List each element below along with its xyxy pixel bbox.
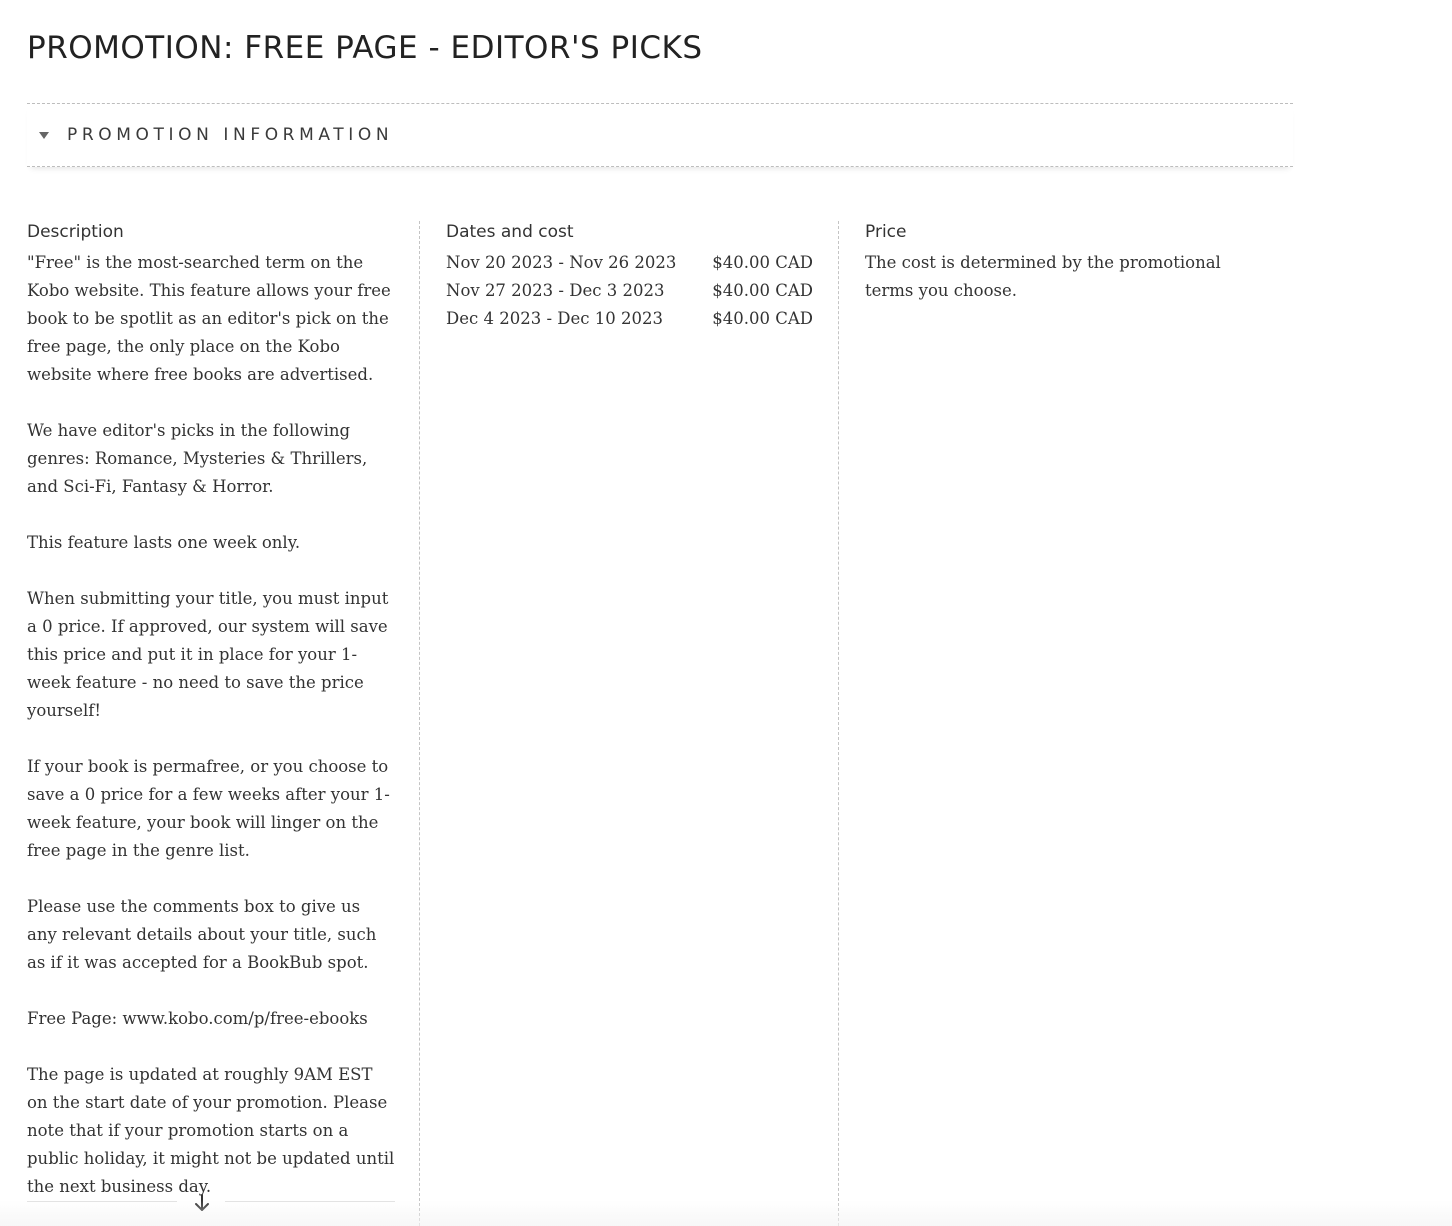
date-row bbox=[446, 305, 813, 333]
date-cost: $40.00 CAD bbox=[712, 281, 813, 300]
caret-down-icon[interactable] bbox=[39, 132, 49, 139]
page-container bbox=[27, 0, 1293, 1226]
price-text: The cost is determined by the promotional terms you choose. bbox=[865, 253, 1221, 300]
description-paragraph: When submitting your title, you must input a 0 price. If approved, our system will save this price and put it in place for your 1-week feature - no need to save the price yourself! bbox=[27, 589, 389, 720]
date-cost: $40.00 CAD bbox=[712, 253, 813, 272]
column-divider bbox=[838, 221, 839, 1226]
date-row bbox=[446, 277, 813, 305]
date-cost: $40.00 CAD bbox=[712, 309, 813, 328]
section-label: PROMOTION INFORMATION bbox=[67, 125, 394, 145]
description-column bbox=[27, 221, 395, 1226]
date-range: Nov 27 2023 - Dec 3 2023 bbox=[446, 281, 665, 300]
column-divider bbox=[419, 221, 420, 1226]
description-paragraph: "Free" is the most-searched term on the Kobo website. This feature allows your free book to be spotlit as an editor's pick on the free page, the only place on the Kobo website where free books are advertised. bbox=[27, 253, 391, 384]
free-page-link-text: Free Page: www.kobo.com/p/free-ebooks bbox=[27, 1009, 368, 1028]
description-paragraph: If your book is permafree, or you choose to save a 0 price for a few weeks after your 1-week feature, your book will linger on the free page in the genre list. bbox=[27, 757, 390, 860]
date-row bbox=[446, 249, 813, 277]
description-paragraph: Please use the comments box to give us any relevant details about your title, such as if it was accepted for a BookBub spot. bbox=[27, 897, 377, 972]
arrow-down-icon[interactable] bbox=[192, 1192, 212, 1214]
promotion-information-toggle[interactable] bbox=[27, 103, 1293, 167]
description-paragraph: We have editor's picks in the following genres: Romance, Mysteries & Thrillers, and Sci-Fi, Fantasy & Horror. bbox=[27, 421, 368, 496]
show-more-control[interactable] bbox=[27, 1190, 395, 1220]
date-range: Dec 4 2023 - Dec 10 2023 bbox=[446, 309, 663, 328]
description-heading: Description bbox=[27, 222, 124, 242]
description-paragraph: This feature lasts one week only. bbox=[27, 533, 301, 552]
page-title: PROMOTION: FREE PAGE - EDITOR'S PICKS bbox=[27, 30, 703, 66]
price-column bbox=[865, 221, 1235, 305]
more-divider-left bbox=[27, 1201, 177, 1202]
dates-list bbox=[446, 249, 816, 333]
dates-column bbox=[446, 221, 816, 333]
date-range: Nov 20 2023 - Nov 26 2023 bbox=[446, 253, 677, 272]
description-body bbox=[27, 249, 395, 1201]
price-heading: Price bbox=[865, 222, 907, 242]
dates-heading: Dates and cost bbox=[446, 222, 574, 242]
more-divider-right bbox=[225, 1201, 395, 1202]
description-paragraph: The page is updated at roughly 9AM EST on the start date of your promotion. Please note that if your promotion starts on a public holiday, it might not be updated until the next business day. bbox=[27, 1065, 395, 1196]
